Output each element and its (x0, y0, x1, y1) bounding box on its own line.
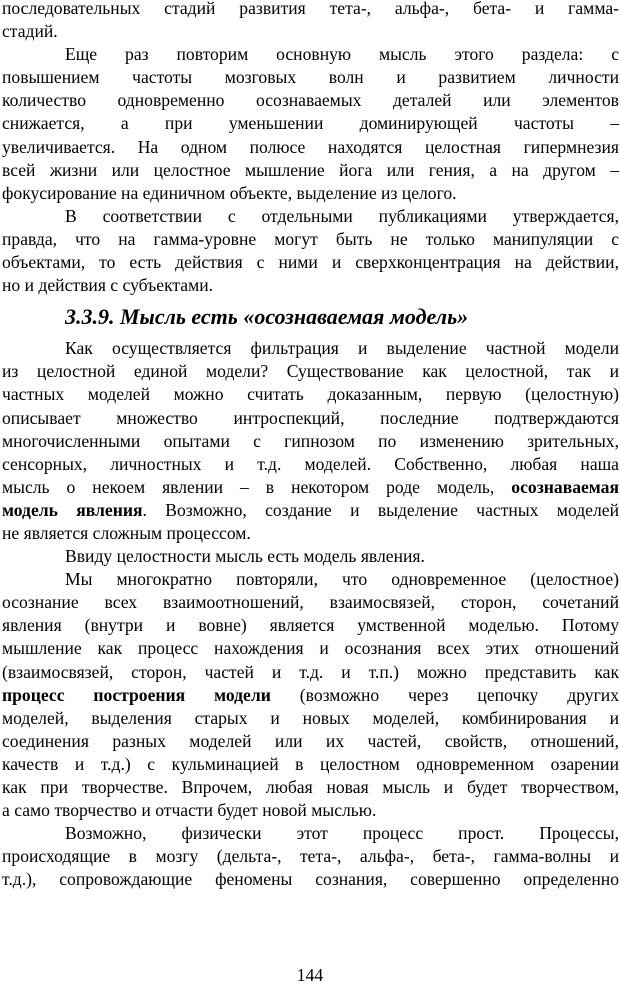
line-text: происходящие в мозгу (дельта-, тета-, альфа-, бета-, гамма-волны и (2, 846, 619, 867)
text-line (2, 522, 619, 545)
text-line (2, 661, 619, 684)
text-line (2, 205, 619, 228)
page-number: 144 (296, 965, 324, 985)
section-heading: 3.3.9. Мысль есть «осознаваемая модель» (65, 304, 469, 330)
line-text: всей жизни или целостное мышление йога или гения, а на другом – (2, 159, 619, 180)
text-line (2, 776, 619, 799)
line-text: повышением частоты мозговых волн и развитием личности (2, 67, 619, 88)
line-text: как при творчестве. Впрочем, любая новая мысль и будет творчеством, (2, 777, 619, 797)
text-line (2, 274, 619, 297)
text-line (2, 637, 619, 660)
line-text: последовательных стадий развития тета-, альфа-, бета- и гамма- (2, 0, 619, 18)
line-text: В соответствии с отдельными публикациями утверждается, (65, 205, 619, 226)
text-line (2, 476, 619, 499)
text-line (2, 66, 619, 89)
text-line (2, 407, 619, 430)
bold-term: процесс построения модели (2, 684, 271, 705)
line-text: . Возможно, создание и выделение частных моделей (142, 499, 619, 520)
line-text: (возможно через цепочку других (270, 684, 619, 705)
line-text: фокусирование на единичном объекте, выделение из целого. (2, 182, 457, 203)
text-line (2, 753, 619, 776)
text-line (2, 136, 619, 159)
line-text: мысль о некоем явлении – в некотором роде модель, (2, 476, 512, 497)
paragraphs-after-heading (2, 337, 619, 891)
line-text: стадий. (2, 21, 58, 42)
text-line (2, 568, 619, 591)
line-text: качеств и т.д.) с кульминацией в целостном одновременном озарении (2, 753, 619, 774)
line-text: объектами, то есть действия с ними и сверхконцентрация на действии, (2, 252, 619, 273)
bold-term: модель явления (2, 499, 143, 520)
text-line (2, 360, 619, 383)
text-line (2, 251, 619, 274)
text-line (2, 684, 619, 707)
text-line (2, 799, 619, 822)
line-text: из целостной единой модели? Существование как целостной, так и (2, 361, 619, 382)
line-text: Как осуществляется фильтрация и выделение частной модели (65, 338, 619, 359)
line-text: увеличивается. На одном полюсе находятся целостная гипермнезия (2, 136, 619, 157)
text-line (2, 228, 619, 251)
text-line (2, 182, 619, 205)
text-line (2, 89, 619, 112)
text-line (2, 614, 619, 637)
line-text: частных моделей можно считать доказанным, первую (целостную) (2, 384, 619, 405)
text-line (2, 383, 619, 406)
paragraphs-before-heading (2, 0, 619, 297)
body-text (2, 0, 619, 891)
line-text: снижается, а при уменьшении доминирующей частоты – (2, 113, 619, 134)
line-text: а само творчество и отчасти будет новой мыслью. (2, 800, 377, 821)
text-line (2, 591, 619, 614)
text-line (2, 868, 619, 891)
text-line (2, 20, 619, 43)
text-line (2, 159, 619, 182)
text-line (2, 822, 619, 845)
line-text: количество одновременно осознаваемых деталей или элементов (2, 90, 619, 111)
line-text: но и действия с субъектами. (2, 275, 214, 296)
line-text: Еще раз повторим основную мысль этого раздела: с (65, 44, 619, 65)
line-text: моделей, выделения старых и новых моделей, комбинирования и (2, 707, 619, 728)
line-text: мышление как процесс нахождения и осознания всех этих отношений (2, 638, 619, 659)
line-text: т.д.), сопровождающие феномены сознания, совершенно определенно (2, 869, 619, 890)
line-text: Мы многократно повторяли, что одновременное (целостное) (65, 569, 619, 590)
line-text: описывает множество интроспекций, последние подтверждаются (2, 407, 619, 428)
line-text: многочисленными опытами с гипнозом по изменению зрительных, (2, 430, 619, 451)
line-text: соединения разных моделей или их частей, свойств, отношений, (2, 730, 619, 751)
line-text: правда, что на гамма-уровне могут быть не только манипуляции с (2, 228, 619, 249)
text-line (2, 545, 619, 568)
text-line (2, 707, 619, 730)
line-text: сенсорных, личностных и т.д. моделей. Собственно, любая наша (2, 453, 619, 474)
text-line (2, 337, 619, 360)
line-text: осознание всех взаимоотношений, взаимосвязей, сторон, сочетаний (2, 592, 619, 613)
text-line (2, 845, 619, 868)
line-text: не является сложным процессом. (2, 522, 251, 543)
line-text: (взаимосвязей, сторон, частей и т.д. и т.п.) можно представить как (2, 661, 619, 682)
line-text: Ввиду целостности мысль есть модель явления. (65, 546, 425, 567)
bold-term: осознаваемая (511, 476, 619, 497)
text-line (2, 112, 619, 135)
text-line (2, 453, 619, 476)
text-line (2, 43, 619, 66)
text-line (2, 0, 619, 20)
text-line (2, 430, 619, 453)
line-text: Возможно, физически этот процесс прост. Процессы, (65, 823, 619, 844)
line-text: явления (внутри и вовне) является умственной моделью. Потому (2, 615, 619, 636)
text-line (2, 499, 619, 522)
text-line (2, 730, 619, 753)
